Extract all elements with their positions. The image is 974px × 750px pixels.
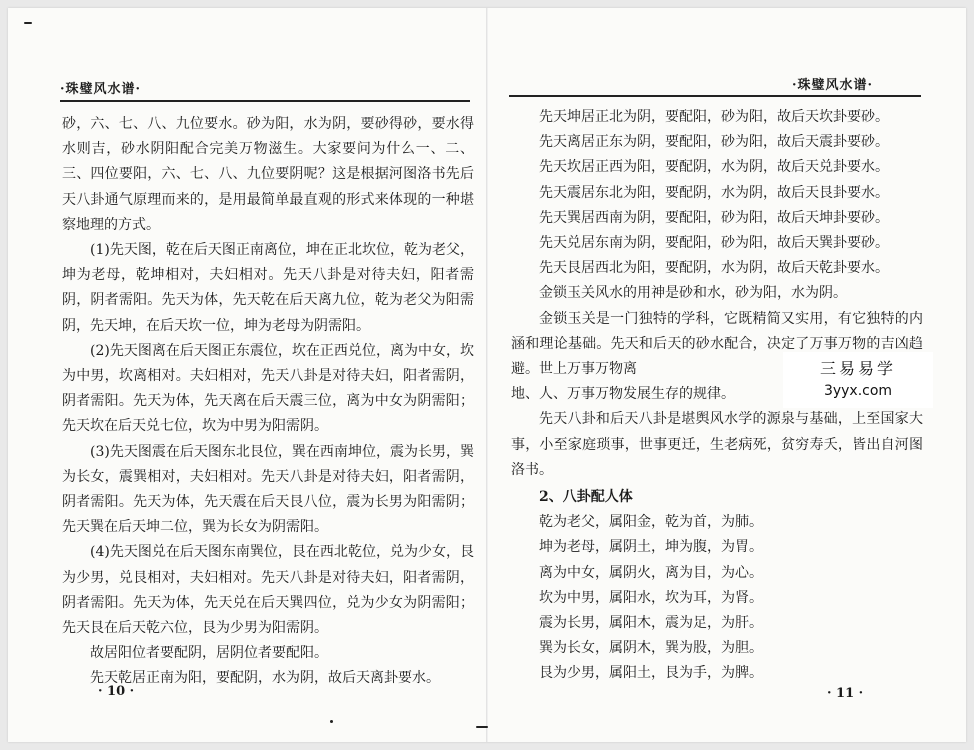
paragraph: 先天震居东北为阳，要配阴，水为阴，故后天艮卦要水。 bbox=[539, 184, 889, 201]
scan-speck bbox=[476, 726, 488, 728]
paragraph: 先天八卦和后天八卦是堪舆风水学的源泉与基础，上至国家大事，小至家庭琐事，世事更迁，生老病死，贫穷寿夭，皆出自河图洛书。 bbox=[511, 411, 923, 478]
paragraph: 地、人、万事万物发展生存的规律。 bbox=[511, 386, 735, 403]
scan-speck bbox=[330, 720, 333, 723]
list-item: 巽为长女，属阴木，巽为股，为胆。 bbox=[539, 640, 763, 657]
page-number-left: · 10 · bbox=[98, 684, 135, 699]
paragraph: 砂，六、七、八、九位要水。砂为阳，水为阴，要砂得砂，要水得水则吉，砂水阴阳配合完美万物滋生。大家要问为什么一、二、三、四位要阳，六、七、八、九位要阴呢？这是根据河图洛书先后天八卦通气原理而来的，是用最简单最直观的形式来体现的一种堪察地理的方式。 bbox=[62, 116, 474, 233]
left-body-text bbox=[62, 112, 474, 692]
paragraph: 先天离居正东为阴，要配阳，砂为阳，故后天震卦要砂。 bbox=[539, 134, 889, 151]
watermark-name: 三易易学 bbox=[819, 359, 896, 378]
paragraph: 故居阳位者要配阴，居阴位者要配阳。 bbox=[90, 645, 328, 662]
paragraph: 先天艮居西北为阳，要配阴，水为阴，故后天乾卦要水。 bbox=[539, 260, 889, 277]
page-number-right: · 11 · bbox=[827, 686, 864, 701]
paragraph: 金锁玉关是一门独特的学科，它既精简又实用，有它独特的内涵和理论基础。先天和后天的砂水配合，决定了万事万物的吉凶趋避。世上万事万物离 bbox=[511, 310, 923, 378]
header-rule-left bbox=[60, 100, 470, 102]
list-item: 坎为中男，属阳水，坎为耳，为肾。 bbox=[539, 589, 763, 606]
list-item: 乾为老父，属阳金，乾为首，为肺。 bbox=[539, 514, 763, 531]
paragraph: 先天乾居正南为阳，要配阴，水为阴，故后天离卦要水。 bbox=[90, 670, 440, 687]
paragraph: (1)先天图，乾在后天图正南离位，坤在正北坎位，乾为老父，坤为老母，乾坤相对，夫妇相对。先天八卦是对待夫妇，阳者需阴，阴者需阳。先天为体，先天乾在后天离九位，乾为老父为阳需阴，先天坤，在后天坎一位，坤为老母为阴需阳。 bbox=[62, 242, 474, 334]
list-item: 震为长男，属阳木，震为足，为肝。 bbox=[539, 615, 763, 632]
paragraph: (4)先天图兑在后天图东南巽位，艮在西北乾位，兑为少女，艮为少男，兑艮相对，夫妇相对。先天八卦是对待夫妇，阳者需阴，阴者需阳。先天为体，先天兑在后天巽四位，兑为少女为阴需阳；先天艮在后天乾六位，艮为少男为阳需阴。 bbox=[62, 544, 474, 637]
section-heading: 2、八卦配人体 bbox=[539, 489, 633, 506]
left-page bbox=[8, 8, 487, 742]
paragraph: 先天坤居正北为阴，要配阳，砂为阳，故后天坎卦要砂。 bbox=[539, 109, 889, 125]
paragraph: 先天坎居正西为阳，要配阴，水为阴，故后天兑卦要水。 bbox=[539, 159, 889, 176]
paragraph: 先天巽居西南为阴，要配阳，砂为阳，故后天坤卦要砂。 bbox=[539, 209, 889, 226]
header-rule-right bbox=[509, 95, 921, 97]
list-item: 坤为老母，属阴土，坤为腹，为胃。 bbox=[539, 539, 763, 556]
paragraph: (2)先天图离在后天图正东震位，坎在正西兑位，离为中女，坎为中男，坎离相对。夫妇相对，先天八卦是对待夫妇，阳者需阴，阴者需阳。先天为体，先天离在后天震三位，离为中女为阴需阳；先天坎在后天兑七位，坎为中男为阳需阴。 bbox=[62, 342, 474, 435]
list-item: 艮为少男，属阳土，艮为手，为脾。 bbox=[539, 665, 763, 682]
paragraph: 金锁玉关风水的用神是砂和水，砂为阳，水为阴。 bbox=[539, 285, 847, 302]
list-item: 离为中女，属阴火，离为目，为心。 bbox=[539, 564, 763, 581]
running-head-right: ·珠璧风水谱· bbox=[792, 78, 874, 93]
paragraph: (3)先天图震在后天图东北艮位，巽在西南坤位，震为长男，巽为长女，震巽相对，夫妇相对。先天八卦是对待夫妇，阳者需阴，阴者需阳。先天为体，先天震在后天艮八位，震为长男为阳需阴；先天巽在后天坤二位，巽为长女为阴需阳。 bbox=[62, 443, 474, 536]
scan-speck bbox=[24, 22, 32, 24]
paragraph: 先天兑居东南为阴，要配阳，砂为阳，故后天巽卦要砂。 bbox=[539, 235, 889, 252]
watermark-url: 3yyx.com bbox=[823, 383, 893, 399]
watermark-box bbox=[783, 352, 933, 408]
running-head-left: ·珠璧风水谱· bbox=[60, 82, 142, 97]
